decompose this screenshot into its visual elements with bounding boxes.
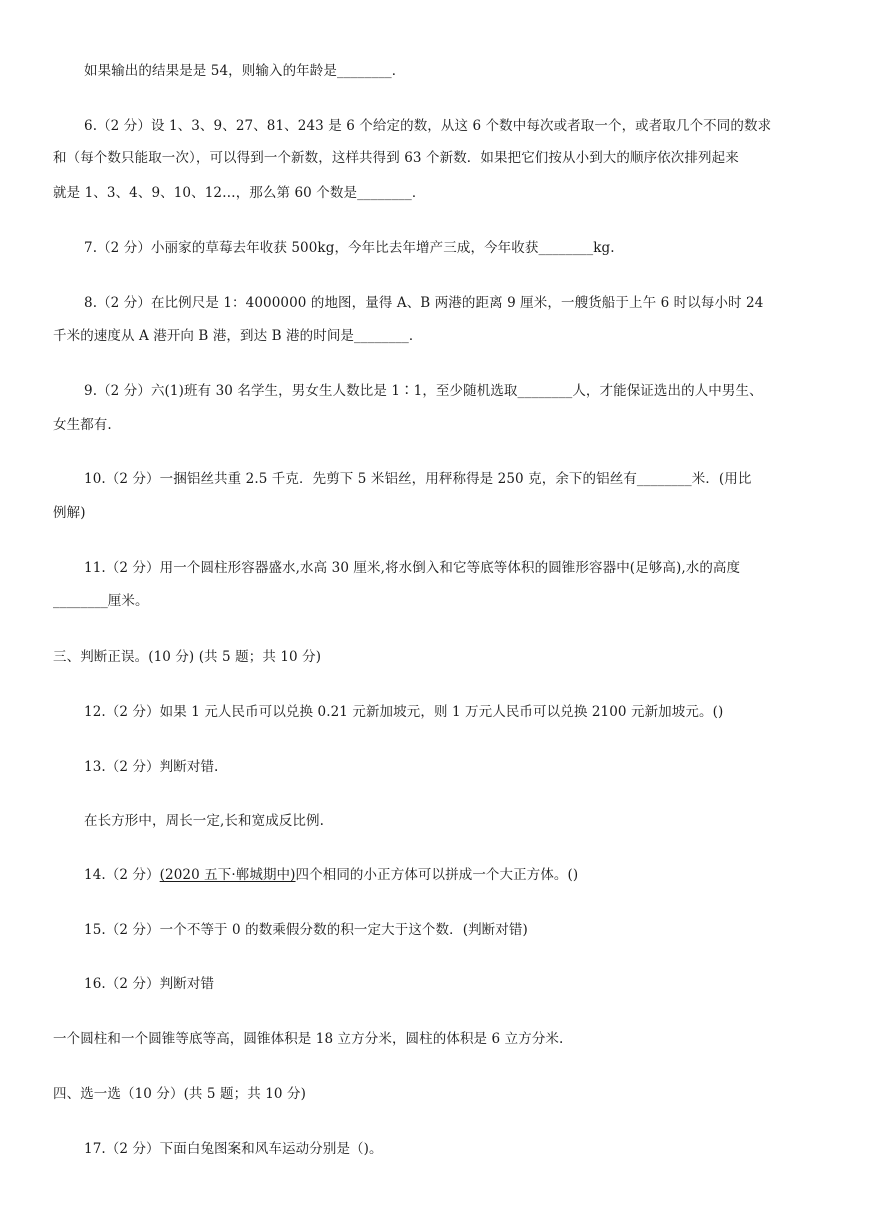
question-13-line-2: 在长方形中，周长一定,长和宽成反比例. bbox=[84, 813, 324, 829]
question-15: 15.（2 分）一个不等于 0 的数乘假分数的积一定大于这个数．(判断对错) bbox=[84, 922, 528, 938]
question-11-line-1: 11.（2 分）用一个圆柱形容器盛水,水高 30 厘米,将水倒入和它等底等体积的圆锥形容器中(足够高),水的高度 bbox=[84, 560, 741, 576]
question-16-line-2: 一个圆柱和一个圆锥等底等高，圆锥体积是 18 立方分米，圆柱的体积是 6 立方分米. bbox=[53, 1031, 564, 1047]
question-8-line-2: 千米的速度从 A 港开向 B 港，到达 B 港的时间是________． bbox=[53, 328, 423, 344]
question-10-line-2: 例解) bbox=[53, 505, 86, 521]
question-7: 7.（2 分）小丽家的草莓去年收获 500kg，今年比去年增产三成，今年收获________kg. bbox=[84, 240, 615, 256]
question-13-line-1: 13.（2 分）判断对错. bbox=[84, 759, 219, 775]
question-6-line-2: 和（每个数只能取一次），可以得到一个新数，这样共得到 63 个新数．如果把它们按从小到大的顺序依次排列起来 bbox=[53, 150, 739, 166]
question-14 bbox=[84, 866, 578, 884]
question-16-line-1: 16.（2 分）判断对错 bbox=[84, 976, 215, 992]
question-6-line-3: 就是 1、3、4、9、10、12…，那么第 60 个数是________． bbox=[53, 185, 426, 201]
section-4-heading: 四、选一选（10 分）(共 5 题；共 10 分) bbox=[53, 1086, 306, 1102]
section-3-heading: 三、判断正误。(10 分) (共 5 题；共 10 分) bbox=[53, 649, 322, 665]
question-5-continuation: 如果输出的结果是是 54，则输入的年龄是________． bbox=[84, 63, 406, 79]
question-11-line-2: ________厘米。 bbox=[53, 593, 149, 609]
question-17: 17.（2 分）下面白兔图案和风车运动分别是（)。 bbox=[84, 1141, 383, 1157]
question-14-prefix: 14.（2 分） bbox=[84, 867, 160, 883]
question-9-line-1: 9.（2 分）六(1)班有 30 名学生，男女生人数比是 1∶1，至少随机选取________人，才能保证选出的人中男生、 bbox=[84, 383, 763, 399]
question-14-source-link[interactable]: (2020 五下·郸城期中) bbox=[159, 867, 296, 883]
question-8-line-1: 8.（2 分）在比例尺是 1：4000000 的地图，量得 A、B 两港的距离 9 厘米，一艘货船于上午 6 时以每小时 24 bbox=[84, 295, 764, 311]
question-10-line-1: 10.（2 分）一捆铝丝共重 2.5 千克．先剪下 5 米铝丝，用秤称得是 250 克，余下的铝丝有________米．(用比 bbox=[84, 471, 752, 487]
question-6-line-1: 6.（2 分）设 1、3、9、27、81、243 是 6 个给定的数，从这 6 个数中每次或者取一个，或者取几个不同的数求 bbox=[84, 118, 772, 134]
question-9-line-2: 女生都有. bbox=[53, 417, 112, 433]
question-14-text: 四个相同的小正方体可以拼成一个大正方体。() bbox=[295, 867, 579, 883]
question-12: 12.（2 分）如果 1 元人民币可以兑换 0.21 元新加坡元，则 1 万元人民币可以兑换 2100 元新加坡元。() bbox=[84, 704, 724, 720]
